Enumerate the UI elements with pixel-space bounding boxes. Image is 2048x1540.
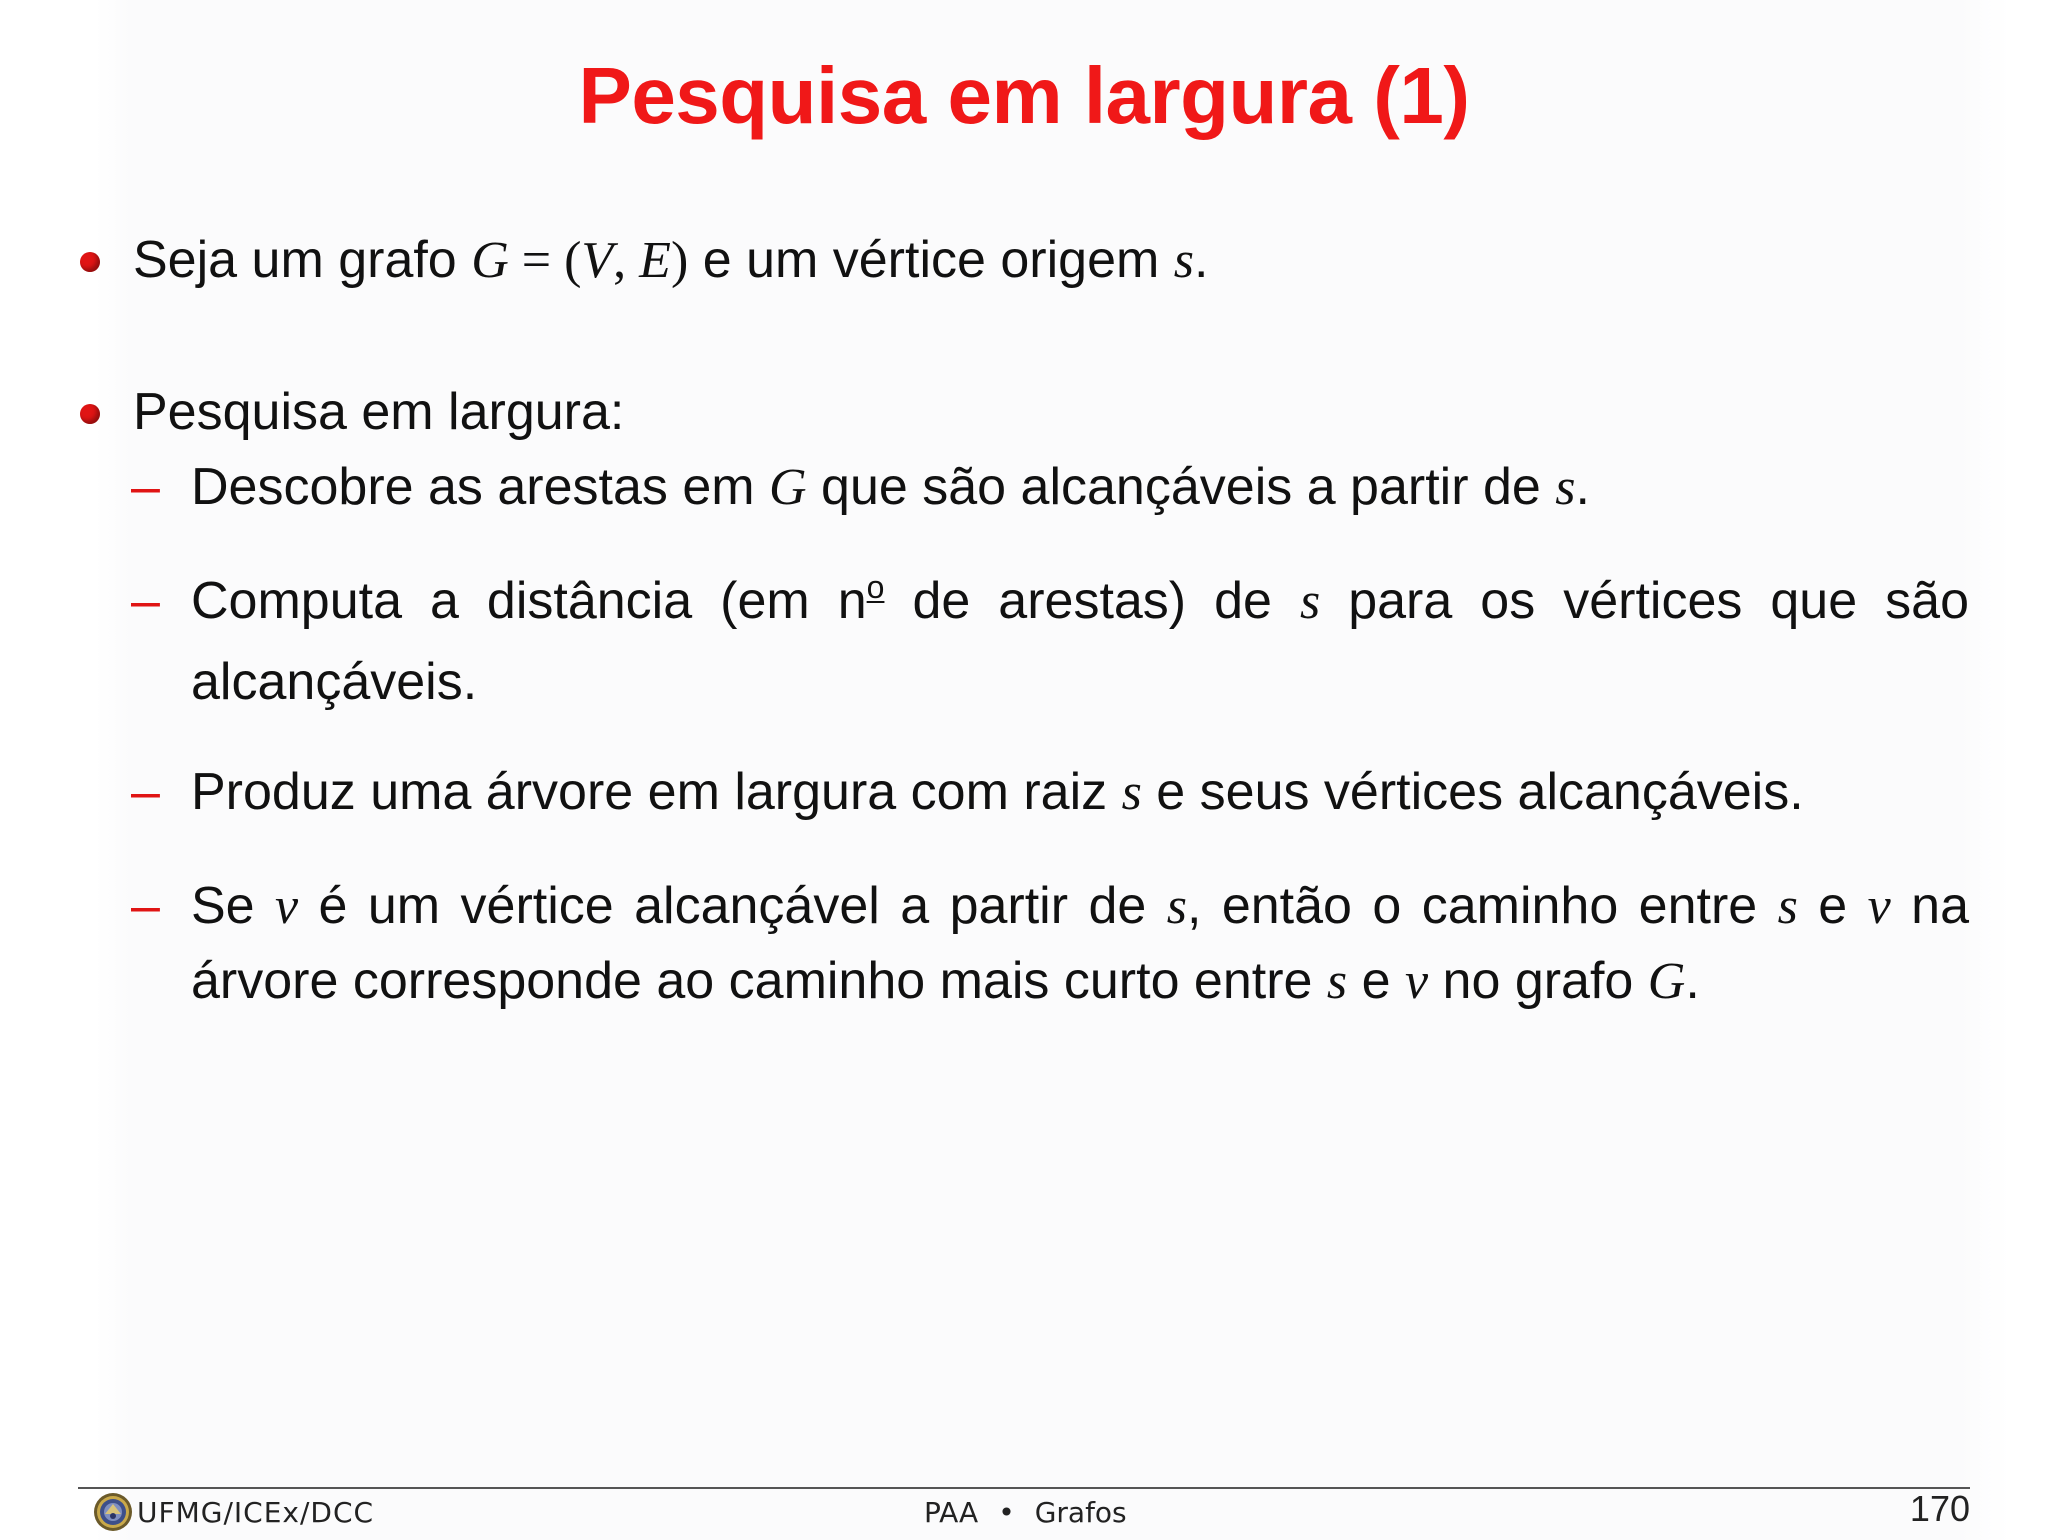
text-segment: Se [191,877,276,935]
math-symbol: s [1777,878,1798,935]
text-segment: . [1575,458,1590,516]
bullet-dot-icon [80,404,100,424]
sub-item-3 [191,755,1969,830]
footer-topic: Grafos [1034,1496,1127,1529]
text-segment: no grafo [1428,952,1648,1010]
math-symbol: s [1121,764,1142,821]
footer [0,1488,2048,1540]
footer-course-code: PAA [924,1496,979,1529]
dash-icon: – [131,458,160,516]
text-segment: Computa a distância (em n [191,572,867,630]
math-symbol: v [1867,878,1891,935]
dash-icon: – [131,572,160,630]
text-segment: Produz uma árvore em largura com raiz [191,763,1122,821]
text-segment: e um vértice origem [688,231,1174,289]
text-segment: . [1685,952,1700,1010]
footer-divider [78,1487,1970,1489]
math-symbol: s [1555,459,1576,516]
math-symbol: v [1404,953,1429,1010]
footer-separator-icon: • [998,1496,1015,1529]
math-symbol: = ( [508,232,582,289]
math-symbol: s [1326,953,1348,1010]
page-number: 170 [1909,1488,1970,1529]
slide-title: Pesquisa em largura (1) [578,51,1470,140]
text-segment: para os vértices que são alcançáveis. [191,572,1969,711]
text-segment: e [1347,952,1405,1010]
university-seal-icon [93,1492,133,1532]
text-segment: de arestas) de [884,572,1300,630]
text-segment: Descobre as arestas em [191,458,770,516]
text-segment: . [1194,231,1209,289]
text-segment: Seja um grafo [133,231,472,289]
math-symbol: s [1299,573,1321,630]
sub-item-1 [191,450,1969,525]
bullet-2-label: Pesquisa em largura: [133,383,625,441]
bullet-1-text [133,230,1208,291]
dash-icon: – [131,763,160,821]
text-segment: , então o caminho entre [1186,877,1778,935]
dash-icon: – [131,877,160,935]
math-symbol: V [581,232,614,289]
math-symbol: , [613,232,640,289]
math-symbol: G [1647,953,1686,1010]
sub-item-4 [191,869,1969,1019]
math-symbol: s [1173,232,1195,289]
sub-item-2 [191,564,1969,720]
text-segment: na árvore corresponde ao caminho mais curto entre [191,877,1969,1010]
text-segment: é um vértice alcançável a partir de [298,877,1167,935]
math-symbol: s [1166,878,1187,935]
text-segment: e [1797,877,1868,935]
text-segment: que são alcançáveis a partir de [806,458,1556,516]
math-symbol: G [471,232,509,289]
math-symbol: v [275,878,299,935]
math-symbol: G [769,459,807,516]
footer-course [924,1496,1127,1529]
footer-institution: UFMG/ICEx/DCC [137,1496,375,1529]
ordinal-indicator: o [866,569,885,605]
bullet-dot-icon [80,252,100,272]
math-symbol: E [639,232,671,289]
math-symbol: ) [670,232,689,289]
text-segment: e seus vértices alcançáveis. [1141,763,1804,821]
